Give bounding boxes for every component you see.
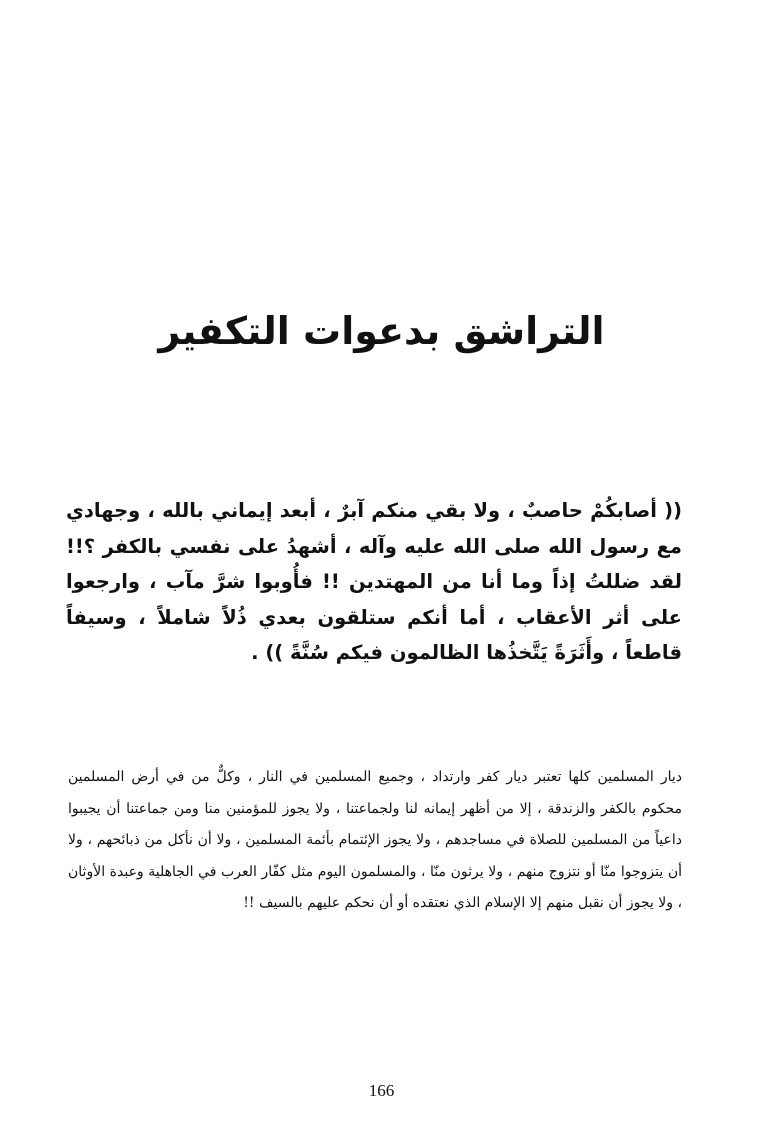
body-paragraph: ديار المسلمين كلها تعتبر ديار كفر وارتداد ، وجميع المسلمين في النار ، وكلٌّ من في أرض المسلمين محكوم بالكفر والزندقة ، إلا من أظهر إيمانه لنا ولجماعتنا ، ولا يجوز للمؤمنين منا ومن جماعتنا أن يجيبوا داعياً من المسلمين للصلاة في مساجدهم ، ولا يجوز الإئتمام بأئمة المسلمين ، ولا أن نأكل من ذبائحهم ، ولا أن يتزوجوا منّا أو نتزوج منهم ، ولا يرثون منّا ، والمسلمون اليوم مثل كفّار العرب في الجاهلية وعبدة الأوثان ، ولا يجوز أن نقبل منهم إلا الإسلام الذي نعتقده أو أن نحكم عليهم بالسيف !!: [68, 769, 682, 911]
quote-paragraph: (( أصابكُمْ حاصبٌ ، ولا بقي منكم آبرٌ ، أبعد إيماني بالله ، وجهادي مع رسول الله صلى الله عليه وآله ، أشهدُ على نفسي بالكفر ؟!! لقد ضللتُ إذاً وما أنا من المهتدين !! فأُوبوا شرَّ مآب ، وارجعوا على أثر الأعقاب ، أما أنكم ستلقون بعدي ذُلاً شاملاً ، وسيفاً قاطعاً ، وأَثَرَةً يَتَّخذُها الظالمون فيكم سُنَّةً )) .: [66, 499, 682, 664]
page-title: التراشق بدعوات التكفير: [158, 309, 605, 354]
page-number: 166: [368, 1081, 395, 1100]
